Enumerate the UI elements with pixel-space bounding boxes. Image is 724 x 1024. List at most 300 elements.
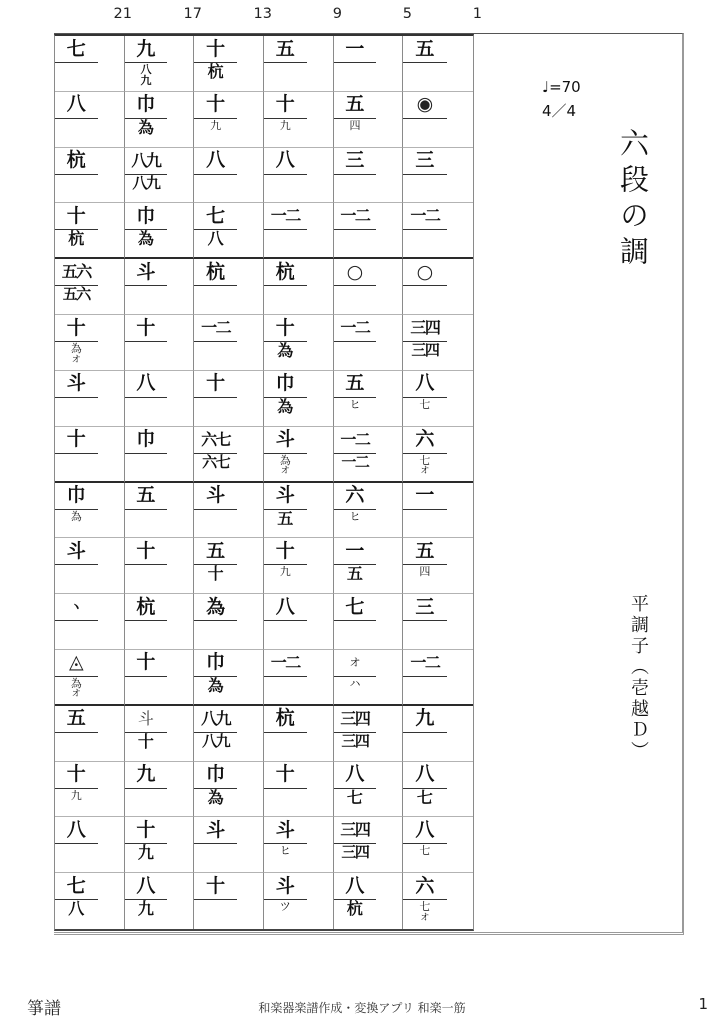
note-main: 七 <box>206 204 226 227</box>
note-sub: 為 <box>137 229 154 249</box>
note-main: 巾 <box>206 651 226 674</box>
note-sub <box>264 63 307 91</box>
tempo-marking: ♩=70 <box>542 78 581 96</box>
note-main: 杭 <box>275 260 295 283</box>
note-cell-r9-c5 <box>334 483 404 539</box>
note-cell-r4-c5 <box>334 203 404 259</box>
note-cell-r14-c1 <box>55 762 125 818</box>
note-cell-r13-c3 <box>194 706 264 762</box>
note-cell-r8-c2 <box>125 427 195 483</box>
note-main: 十 <box>275 539 295 562</box>
note-cell-r2-c1 <box>55 92 125 148</box>
note-main: 斗 <box>275 484 295 506</box>
note-cell-r8-c6 <box>403 427 473 483</box>
note-cell-r9-c1 <box>55 483 125 539</box>
note-main: 十 <box>66 204 86 227</box>
note-sub: 八 九 <box>140 63 152 87</box>
note-main: 斗 <box>206 818 226 841</box>
note-main: 十 <box>206 37 226 60</box>
note-sub: 八九 <box>202 731 230 750</box>
note-cell-r6-c6 <box>403 315 473 371</box>
note-sub <box>194 510 237 538</box>
note-main: 十 <box>66 763 86 786</box>
note-sub <box>264 733 307 761</box>
note-cell-r14-c2 <box>125 762 195 818</box>
note-sub <box>334 286 377 314</box>
tuning-label: 平調子（壱越Ｄ） <box>628 594 649 762</box>
note-sub <box>403 510 446 538</box>
note-main: 一 <box>345 37 365 60</box>
note-cell-r5-c5 <box>334 259 404 315</box>
note-cell-r9-c2 <box>125 483 195 539</box>
note-main: 八 <box>345 763 365 786</box>
note-sub <box>194 286 237 314</box>
note-cell-r7-c6 <box>403 371 473 427</box>
measure-number: 13 <box>253 6 272 22</box>
note-main: ◬ <box>68 651 84 674</box>
note-cell-r9-c4 <box>264 483 334 539</box>
note-sub: 杭 <box>346 899 363 919</box>
note-sub: 為 オ <box>279 453 291 477</box>
note-sub <box>55 175 98 203</box>
note-cell-r1-c5 <box>334 36 404 92</box>
note-sub: 九 <box>279 565 291 579</box>
note-sub <box>194 621 237 649</box>
note-cell-r8-c5 <box>334 427 404 483</box>
note-sub: 八 <box>207 229 224 249</box>
note-sub <box>55 63 98 91</box>
note-cell-r9-c6 <box>403 483 473 539</box>
note-main: 五 <box>415 37 435 60</box>
note-cell-r7-c1 <box>55 371 125 427</box>
note-sub <box>125 621 168 649</box>
note-cell-r10-c4 <box>264 538 334 594</box>
note-cell-r11-c6 <box>403 594 473 650</box>
note-cell-r15-c1 <box>55 817 125 873</box>
note-sub: 為 <box>207 675 224 695</box>
note-sub <box>334 342 377 370</box>
note-cell-r7-c5 <box>334 371 404 427</box>
score-frame <box>54 33 684 935</box>
note-main: 斗 <box>136 260 156 283</box>
note-sub: 九 <box>210 118 222 132</box>
note-main: 斗 <box>275 874 295 897</box>
note-cell-r11-c4 <box>264 594 334 650</box>
note-sub: 九 <box>137 843 154 863</box>
note-cell-r15-c5 <box>334 817 404 873</box>
note-main: 十 <box>136 818 156 841</box>
note-cell-r4-c6 <box>403 203 473 259</box>
note-sub: 七 オ <box>419 900 431 923</box>
note-sub: ヒ <box>349 509 361 523</box>
note-cell-r14-c4 <box>264 762 334 818</box>
note-main: 十 <box>136 651 156 674</box>
note-cell-r16-c2 <box>125 873 195 929</box>
note-main: 十 <box>136 316 156 339</box>
note-main: 十 <box>66 316 86 339</box>
note-cell-r1-c6 <box>403 36 473 92</box>
note-main: 十 <box>275 93 295 116</box>
note-main: 七 <box>66 37 86 60</box>
note-main: 巾 <box>136 204 156 227</box>
note-cell-r16-c3 <box>194 873 264 929</box>
note-cell-r12-c3 <box>194 650 264 706</box>
note-main: 三 <box>415 149 435 172</box>
note-main: 九 <box>136 37 156 60</box>
note-sub: 杭 <box>207 62 224 81</box>
note-sub <box>403 733 446 761</box>
note-main: 巾 <box>136 93 156 116</box>
note-main: 八九 <box>201 708 231 728</box>
note-sub: 杭 <box>68 229 85 249</box>
note-main: 杭 <box>206 260 226 283</box>
note-cell-r13-c6 <box>403 706 473 762</box>
note-sub <box>125 510 168 538</box>
note-sub <box>55 398 98 426</box>
note-sub: 為 オ <box>70 676 82 700</box>
note-sub: 五 <box>346 564 363 584</box>
note-sub <box>125 677 168 704</box>
note-cell-r12-c6 <box>403 650 473 706</box>
note-main: 八 <box>66 818 86 841</box>
note-cell-r3-c2 <box>125 148 195 204</box>
note-sub <box>264 677 307 704</box>
note-main: 斗 <box>275 428 295 451</box>
note-cell-r10-c5 <box>334 538 404 594</box>
note-main: 巾 <box>136 428 156 451</box>
note-main: 十 <box>275 763 295 786</box>
note-sub <box>125 398 168 426</box>
note-cell-r14-c3 <box>194 762 264 818</box>
note-cell-r1-c4 <box>264 36 334 92</box>
note-cell-r16-c4 <box>264 873 334 929</box>
note-cell-r11-c2 <box>125 594 195 650</box>
note-cell-r1-c3 <box>194 36 264 92</box>
note-cell-r13-c4 <box>264 706 334 762</box>
note-cell-r1-c1 <box>55 36 125 92</box>
note-cell-r13-c2 <box>125 706 195 762</box>
note-main: 五 <box>345 372 365 395</box>
note-main: 八 <box>415 763 435 786</box>
note-main: 八 <box>275 149 295 172</box>
note-cell-r15-c2 <box>125 817 195 873</box>
note-main: 十 <box>206 874 226 897</box>
note-sub <box>55 621 98 649</box>
note-sub <box>194 398 237 426</box>
note-sub <box>194 175 237 203</box>
note-cell-r11-c3 <box>194 594 264 650</box>
measure-number-row <box>54 6 482 22</box>
note-sub: 為 <box>70 509 82 523</box>
note-main: ◉ <box>416 93 434 116</box>
note-cell-r3-c5 <box>334 148 404 204</box>
note-cell-r5-c4 <box>264 259 334 315</box>
note-cell-r8-c1 <box>55 427 125 483</box>
note-sub <box>334 230 377 257</box>
note-main: 為 <box>206 595 226 618</box>
note-sub: 一二 <box>341 452 369 471</box>
note-sub <box>55 565 98 593</box>
note-sub: 八 <box>68 899 85 919</box>
note-cell-r2-c5 <box>334 92 404 148</box>
note-main: 八 <box>206 149 226 172</box>
note-main: 八 <box>136 372 156 395</box>
note-main: 五六 <box>61 262 91 282</box>
note-sub: ツ <box>279 900 291 914</box>
note-sub <box>55 119 98 147</box>
note-cell-r1-c2 <box>125 36 195 92</box>
note-sub: 四 <box>349 118 361 132</box>
note-cell-r7-c2 <box>125 371 195 427</box>
note-sub: 七 <box>346 787 363 807</box>
note-main: 一二 <box>270 652 300 672</box>
note-cell-r16-c5 <box>334 873 404 929</box>
technique-mark: オ <box>420 912 430 923</box>
note-sub: 九 <box>137 899 154 919</box>
note-sub <box>125 565 168 593</box>
note-sub: ヒ <box>279 844 291 858</box>
note-cell-r5-c1 <box>55 259 125 315</box>
note-cell-r10-c3 <box>194 538 264 594</box>
note-main: 一二 <box>201 318 231 338</box>
measure-number: 1 <box>472 6 482 22</box>
note-main: ○ <box>346 260 364 283</box>
note-sub: 九 <box>279 118 291 132</box>
note-main: 六 <box>345 484 365 506</box>
note-sub: 為 <box>207 787 224 807</box>
note-cell-r5-c2 <box>125 259 195 315</box>
note-cell-r4-c2 <box>125 203 195 259</box>
note-sub <box>125 454 168 481</box>
note-cell-r11-c5 <box>334 594 404 650</box>
note-main: 斗 <box>137 708 154 728</box>
note-main: 八九 <box>131 150 161 170</box>
note-main: 八 <box>66 93 86 116</box>
note-cell-r2-c4 <box>264 92 334 148</box>
note-cell-r8-c4 <box>264 427 334 483</box>
note-sub: 七 <box>419 844 431 858</box>
note-main: 十 <box>136 539 156 562</box>
note-cell-r7-c4 <box>264 371 334 427</box>
measure-number: 9 <box>332 6 342 22</box>
note-main: 五 <box>415 539 435 562</box>
note-cell-r15-c4 <box>264 817 334 873</box>
note-cell-r12-c5 <box>334 650 404 706</box>
note-cell-r6-c4 <box>264 315 334 371</box>
note-cell-r10-c1 <box>55 538 125 594</box>
note-cell-r6-c5 <box>334 315 404 371</box>
note-sub <box>403 63 446 91</box>
note-sub: 七 <box>416 787 433 807</box>
note-sub <box>264 175 307 203</box>
note-sub: 為 <box>277 341 294 361</box>
note-main: 九 <box>415 707 435 730</box>
note-main: オ <box>349 656 361 670</box>
note-sub: 三四 <box>411 341 439 360</box>
note-cell-r4-c3 <box>194 203 264 259</box>
note-main: 五 <box>206 539 226 562</box>
note-sub <box>264 621 307 649</box>
note-main: 一二 <box>410 652 440 672</box>
note-main: 三 <box>345 149 365 172</box>
note-sub: ハ <box>349 676 361 690</box>
note-sub <box>125 342 168 370</box>
note-sub <box>403 621 446 649</box>
note-cell-r14-c6 <box>403 762 473 818</box>
note-sub <box>125 789 168 817</box>
note-main: 八 <box>415 818 435 841</box>
note-sub <box>403 286 446 314</box>
note-sub: 為 <box>137 117 154 137</box>
note-main: 一二 <box>270 206 300 226</box>
note-main: 三四 <box>340 708 370 728</box>
measure-number: 21 <box>113 6 132 22</box>
note-sub <box>334 621 377 649</box>
note-main: 一二 <box>340 206 370 226</box>
note-main: 七 <box>345 595 365 618</box>
note-main: 九 <box>136 763 156 786</box>
note-sub <box>55 844 98 872</box>
note-main: 五 <box>275 37 295 60</box>
note-cell-r12-c2 <box>125 650 195 706</box>
note-sub: 七 <box>419 397 431 411</box>
note-sub: 三四 <box>341 843 369 862</box>
note-main: 巾 <box>66 484 86 506</box>
note-sub: 九 <box>70 788 82 802</box>
note-main: 斗 <box>275 818 295 841</box>
note-main: ○ <box>416 260 434 283</box>
note-cell-r10-c2 <box>125 538 195 594</box>
footer-score-type: 箏譜 <box>27 999 61 1019</box>
note-main: 一二 <box>340 429 370 449</box>
technique-mark: オ <box>71 689 81 700</box>
note-cell-r3-c1 <box>55 148 125 204</box>
note-sub <box>194 342 237 370</box>
note-sub <box>334 175 377 203</box>
note-main: 八 <box>275 595 295 618</box>
note-sub <box>194 844 237 872</box>
note-main: 三四 <box>410 318 440 338</box>
note-cell-r11-c1 <box>55 594 125 650</box>
note-main: 斗 <box>66 372 86 395</box>
note-cell-r2-c3 <box>194 92 264 148</box>
piece-title: 六段の調 <box>616 128 650 272</box>
note-cell-r10-c6 <box>403 538 473 594</box>
note-main: 一二 <box>410 206 440 226</box>
note-sub: 七 オ <box>419 453 431 477</box>
note-cell-r14-c5 <box>334 762 404 818</box>
note-sub <box>264 230 307 257</box>
note-sub <box>403 677 446 704</box>
note-sub <box>264 789 307 817</box>
note-cell-r15-c3 <box>194 817 264 873</box>
note-sub: 為 オ <box>70 342 82 365</box>
note-main: 巾 <box>206 763 226 786</box>
note-cell-r3-c6 <box>403 148 473 204</box>
note-main: 十 <box>66 428 86 451</box>
note-cell-r6-c2 <box>125 315 195 371</box>
note-cell-r8-c3 <box>194 427 264 483</box>
score-grid <box>54 34 474 931</box>
note-cell-r6-c1 <box>55 315 125 371</box>
note-main: 五 <box>345 93 365 116</box>
note-cell-r3-c3 <box>194 148 264 204</box>
note-cell-r12-c1 <box>55 650 125 706</box>
note-cell-r16-c6 <box>403 873 473 929</box>
note-sub: 四 <box>419 565 431 579</box>
note-main: 五 <box>66 707 86 730</box>
technique-mark: オ <box>420 466 430 477</box>
note-sub <box>125 286 168 314</box>
note-cell-r4-c4 <box>264 203 334 259</box>
note-cell-r13-c5 <box>334 706 404 762</box>
note-cell-r4-c1 <box>55 203 125 259</box>
note-cell-r5-c3 <box>194 259 264 315</box>
note-cell-r12-c4 <box>264 650 334 706</box>
note-cell-r7-c3 <box>194 371 264 427</box>
note-cell-r13-c1 <box>55 706 125 762</box>
note-main: 一 <box>415 484 435 506</box>
note-main: 五 <box>136 484 156 506</box>
note-main: ヽ <box>69 599 83 615</box>
note-sub: ヒ <box>349 397 361 411</box>
note-cell-r2-c2 <box>125 92 195 148</box>
note-cell-r3-c4 <box>264 148 334 204</box>
measure-number: 5 <box>402 6 412 22</box>
note-sub: 十 <box>207 564 224 584</box>
note-cell-r9-c3 <box>194 483 264 539</box>
measure-number: 17 <box>183 6 202 22</box>
note-main: 三四 <box>340 820 370 840</box>
note-cell-r6-c3 <box>194 315 264 371</box>
footer-app-credit: 和楽器楽譜作成・変換アプリ 和楽一筋 <box>258 1001 466 1015</box>
note-main: 三 <box>415 595 435 618</box>
note-cell-r2-c6 <box>403 92 473 148</box>
note-sub <box>334 63 377 91</box>
note-main: 斗 <box>206 484 226 506</box>
note-sub: 十 <box>137 731 154 751</box>
note-sub: 三四 <box>341 731 369 750</box>
note-sub: 六七 <box>202 452 230 471</box>
note-sub <box>403 230 446 257</box>
note-sub <box>264 286 307 314</box>
note-sub <box>55 733 98 761</box>
note-cell-r16-c1 <box>55 873 125 929</box>
note-main: 六七 <box>201 429 231 449</box>
note-main: 一二 <box>340 318 370 338</box>
note-sub <box>194 900 237 929</box>
page-number: 1 <box>698 995 708 1013</box>
note-sub: 八九 <box>132 173 160 192</box>
note-sub <box>403 175 446 203</box>
note-main: 杭 <box>275 707 295 730</box>
time-signature: 4／4 <box>542 102 577 120</box>
note-main: 六 <box>415 874 435 897</box>
note-sub <box>403 119 446 147</box>
note-main: 八 <box>345 874 365 897</box>
note-main: 杭 <box>136 595 156 618</box>
note-sub: 為 <box>277 396 294 416</box>
note-main: 杭 <box>66 149 86 172</box>
technique-mark: オ <box>71 354 81 365</box>
note-sub: 五六 <box>62 285 90 304</box>
note-main: 十 <box>275 316 295 339</box>
note-main: 斗 <box>66 539 86 562</box>
note-main: 巾 <box>275 372 295 395</box>
note-main: 六 <box>415 428 435 451</box>
note-main: 十 <box>206 93 226 116</box>
note-main: 一 <box>345 539 365 562</box>
